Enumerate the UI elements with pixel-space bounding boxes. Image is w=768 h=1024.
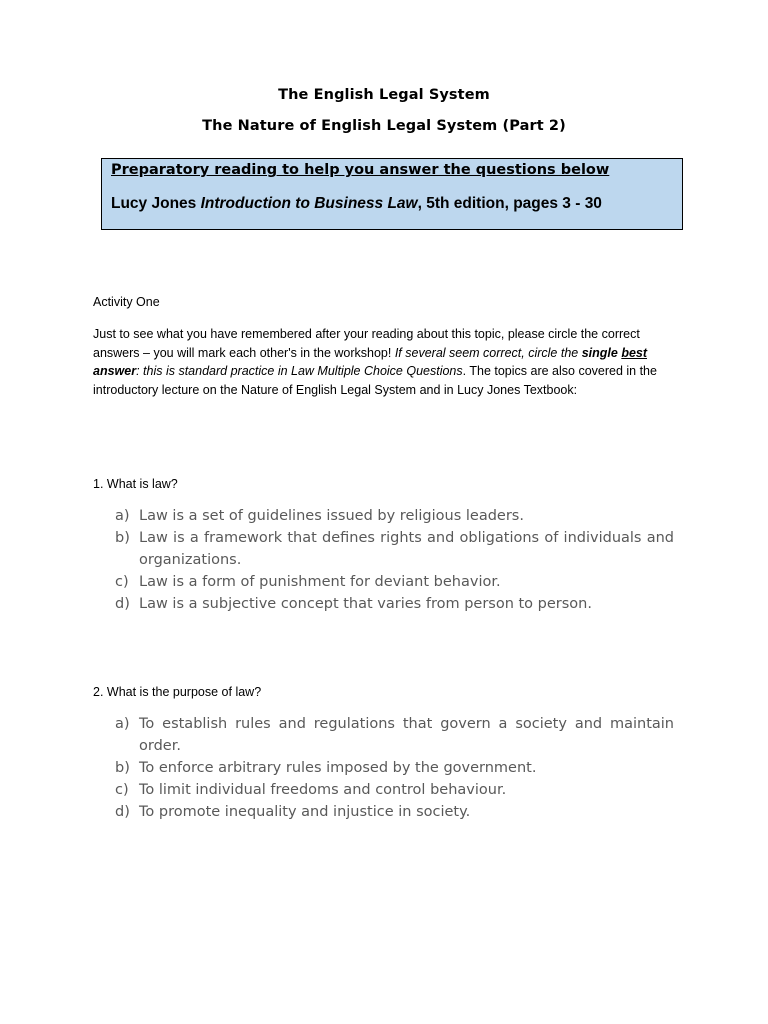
option-marker: a) bbox=[115, 508, 130, 524]
activity-title: Activity One bbox=[93, 295, 160, 309]
option-list-item[interactable] bbox=[115, 505, 674, 527]
option-list-item[interactable] bbox=[115, 527, 674, 571]
question-2: 2. What is the purpose of law? bbox=[93, 685, 262, 699]
reading-box-heading: Preparatory reading to help you answer the questions below bbox=[111, 162, 610, 178]
option-text: To enforce arbitrary rules imposed by the government. bbox=[139, 760, 537, 776]
option-text: Law is a form of punishment for deviant behavior. bbox=[139, 574, 501, 590]
instructions-text-2: . The topics are also covered in the introductory lecture on the Nature of English Legal System and in Lucy Jones Textbook: bbox=[93, 364, 657, 398]
instructions-bold-answer: answer bbox=[93, 364, 137, 379]
option-marker: c) bbox=[115, 782, 129, 798]
option-text: Law is a subjective concept that varies from person to person. bbox=[139, 596, 592, 612]
option-marker: d) bbox=[115, 596, 130, 612]
reference-author: Lucy Jones bbox=[111, 195, 201, 212]
instructions-italic-2: : this is standard practice in Law Multiple Choice Questions bbox=[136, 364, 463, 379]
instructions-bold-best: best bbox=[621, 345, 648, 360]
option-list-item[interactable] bbox=[115, 571, 674, 593]
reference-edition-pages: , 5th edition, pages 3 - 30 bbox=[417, 195, 602, 212]
instructions-bold-single: single bbox=[581, 345, 618, 360]
option-marker: c) bbox=[115, 574, 129, 590]
document-subtitle: The Nature of English Legal System (Part 2) bbox=[202, 118, 566, 134]
option-list-item[interactable] bbox=[115, 593, 674, 615]
option-marker: d) bbox=[115, 804, 130, 820]
document-title: The English Legal System bbox=[278, 87, 490, 103]
option-text: To establish rules and regulations that govern a society and maintain order. bbox=[139, 716, 674, 754]
reference-book-title: Introduction to Business Law bbox=[200, 195, 418, 212]
reading-reference bbox=[111, 195, 602, 213]
option-marker: b) bbox=[115, 760, 130, 776]
question-2-options bbox=[115, 713, 674, 823]
option-list-item[interactable] bbox=[115, 779, 674, 801]
option-marker: a) bbox=[115, 716, 130, 732]
instructions-italic-1: If several seem correct, circle the bbox=[394, 345, 582, 360]
option-list-item[interactable] bbox=[115, 801, 674, 823]
preparatory-reading-box bbox=[101, 158, 683, 230]
option-text: To promote inequality and injustice in society. bbox=[139, 804, 471, 820]
option-list-item[interactable] bbox=[115, 757, 674, 779]
option-text: To limit individual freedoms and control behaviour. bbox=[139, 782, 507, 798]
activity-instructions bbox=[93, 325, 683, 400]
question-1-options bbox=[115, 505, 674, 615]
option-marker: b) bbox=[115, 530, 130, 546]
question-1: 1. What is law? bbox=[93, 477, 178, 491]
option-text: Law is a framework that defines rights and obligations of individuals and organizations. bbox=[139, 530, 674, 568]
instructions-text-1: Just to see what you have remembered after your reading about this topic, please circle the correct answers – you will mark each other's in the workshop! bbox=[93, 327, 640, 360]
option-text: Law is a set of guidelines issued by religious leaders. bbox=[139, 508, 524, 524]
option-list-item[interactable] bbox=[115, 713, 674, 757]
